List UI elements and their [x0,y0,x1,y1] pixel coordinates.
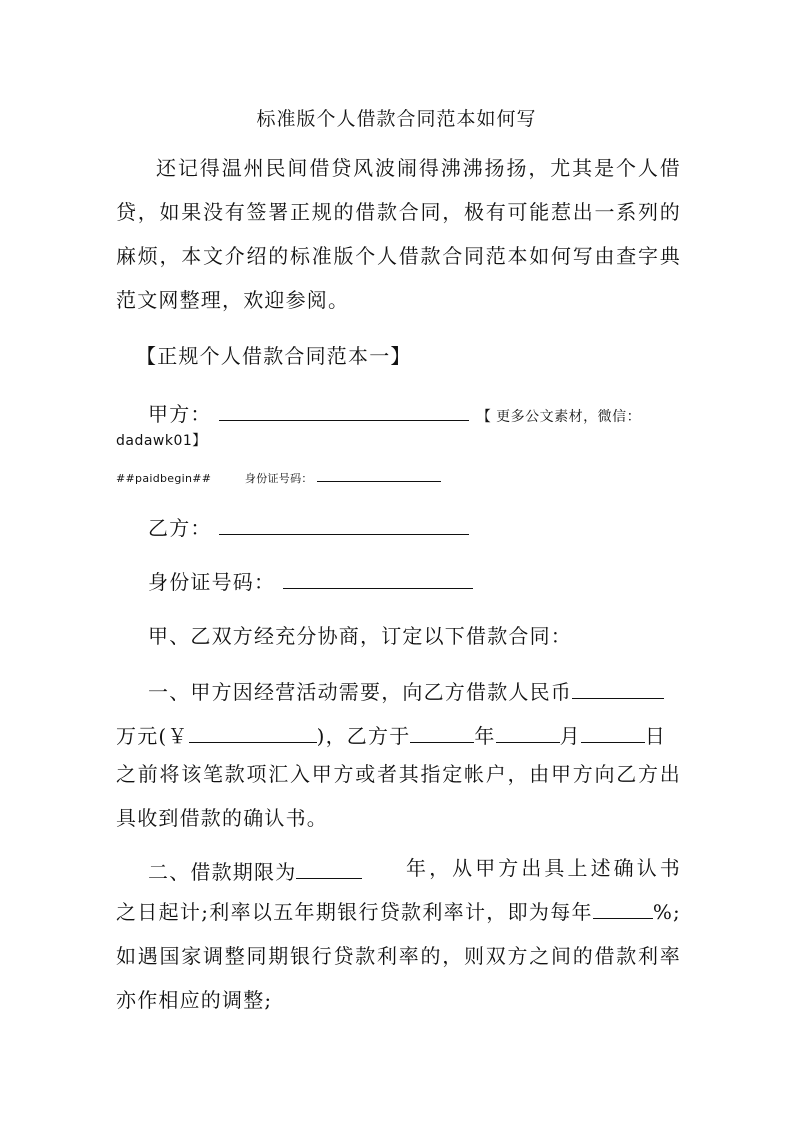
amount-figure-blank [189,741,317,743]
party-b-label: 乙方： [148,516,212,540]
clause1-text2: 万元(￥ [116,724,189,748]
party-a-blank [219,419,469,421]
party-b-blank [219,533,469,535]
paid-id-label: 身份证号码： [244,472,313,485]
party-a-label: 甲方： [148,402,212,426]
id-number-label: 身份证号码： [148,570,276,594]
party-a-note-cont: dadawk01】 [116,433,207,449]
year-label: 年 [474,724,496,748]
intro-paragraph: 还记得温州民间借贷风波闹得沸沸扬扬，尤其是个人借贷，如果没有签署正规的借款合同，极有可能惹出一系列的麻烦，本文介绍的标准版个人借款合同范本如何写由查字典范文网整理，欢迎参阅。 [116,156,681,312]
rate-blank [593,917,653,919]
id-number-line [148,566,718,595]
clause1-line2 [116,720,686,749]
month-label: 月 [559,724,581,748]
paid-id-blank [317,480,441,482]
clause2-text1: 二、借款期限为 [148,860,297,884]
day-label: 日 [644,724,667,748]
paid-line [116,470,686,486]
section-heading: 【正规个人借款合同范本一】 [136,344,412,368]
clause1-text3: )，乙方于 [316,724,411,748]
party-a-line [148,398,718,427]
month-blank [496,741,560,743]
day-blank [581,741,645,743]
document-title: 标准版个人借款合同范本如何写 [256,108,537,130]
clause2-text2: 年，从甲方出具上述确认书之日起计;利率以五年期银行贷款利率计，即为每年 [116,856,681,924]
clause2-rest1 [116,846,681,1022]
year-blank [410,741,474,743]
party-b-line [148,512,718,541]
clause1-text1: 一、甲方因经营活动需要，向乙方借款人民币 [148,680,572,704]
agreement-line: 甲、乙双方经充分协商，订定以下借款合同： [148,624,572,648]
party-a-note: 【 更多公文素材，微信： [476,409,642,425]
id-number-blank [283,587,473,589]
paid-marker: ##paidbegin## [116,472,212,485]
clause2-text3: %;如遇国家调整同期银行贷款利率的，则双方之间的借款利率亦作相应的调整; [116,900,681,1012]
clause1-rest: 之前将该笔款项汇入甲方或者其指定帐户，由甲方向乙方出具收到借款的确认书。 [116,762,681,830]
clause1-line1 [148,676,718,705]
amount-blank [572,697,664,699]
